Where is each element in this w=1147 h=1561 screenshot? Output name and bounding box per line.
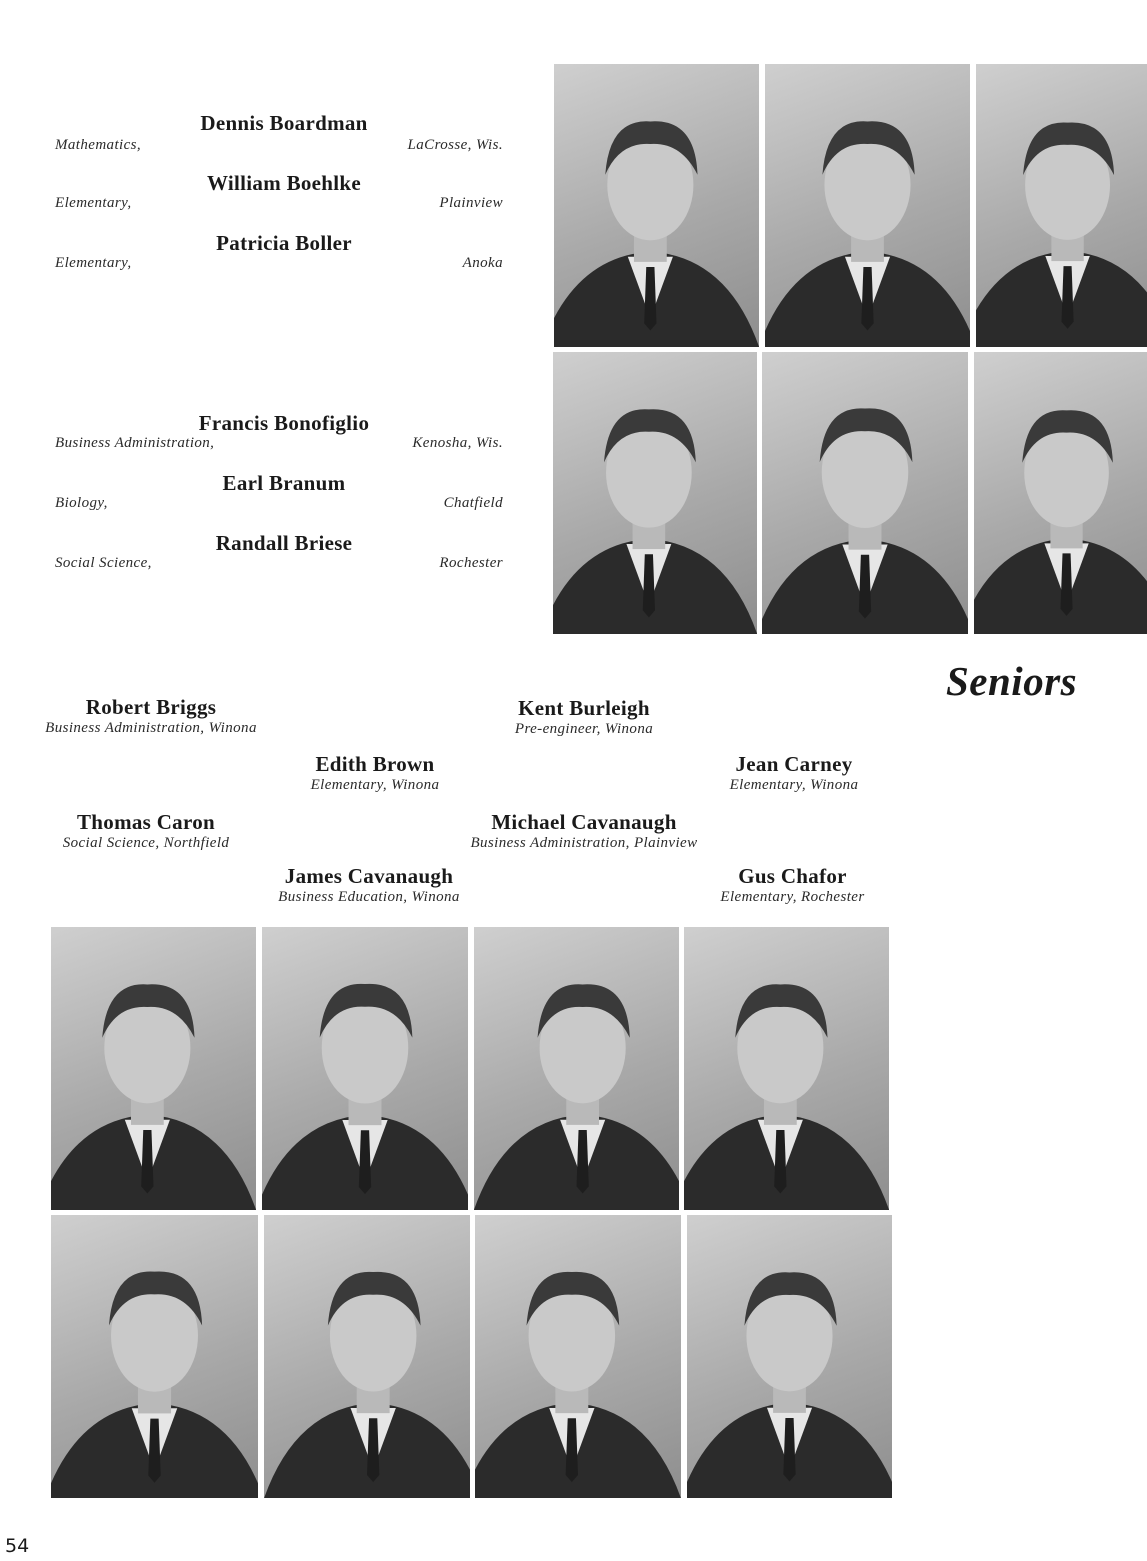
section-heading: Seniors xyxy=(946,658,1078,704)
student-name: Gus Chafor xyxy=(738,864,847,888)
portrait-photo xyxy=(974,352,1147,634)
portrait-silhouette xyxy=(262,927,468,1210)
portrait-silhouette xyxy=(976,64,1147,347)
student-name: Thomas Caron xyxy=(77,810,215,834)
portrait-photo xyxy=(687,1215,892,1498)
student-name: Randall Briese xyxy=(215,531,353,555)
portrait-photo xyxy=(684,927,889,1210)
student-name: James Cavanaugh xyxy=(284,864,454,888)
student-info: Elementary, Winona xyxy=(310,777,440,793)
student-entry xyxy=(479,696,689,738)
student-major: Elementary, xyxy=(55,195,132,211)
student-hometown: Rochester xyxy=(439,555,503,571)
portrait-silhouette xyxy=(762,352,968,634)
student-major: Business Administration, xyxy=(55,435,215,451)
student-hometown: Plainview xyxy=(439,195,503,211)
student-entry xyxy=(700,752,888,794)
student-info: Business Administration, Winona xyxy=(45,720,257,736)
student-major: Social Science, xyxy=(55,555,152,571)
student-name: Jean Carney xyxy=(735,752,853,776)
student-hometown: Chatfield xyxy=(443,495,503,511)
student-info: Business Education, Winona xyxy=(278,889,460,905)
student-name: William Boehlke xyxy=(206,171,362,195)
portrait-silhouette xyxy=(51,927,256,1210)
student-major: Biology, xyxy=(55,495,108,511)
student-entry xyxy=(40,810,252,852)
student-entry xyxy=(258,864,480,906)
portrait-photo xyxy=(262,927,468,1210)
portrait-silhouette xyxy=(687,1215,892,1498)
student-info: Business Administration, Plainview xyxy=(470,835,698,851)
portrait-photo xyxy=(51,927,256,1210)
student-name: Patricia Boller xyxy=(216,231,352,255)
portrait-photo xyxy=(51,1215,258,1498)
student-info: Pre-engineer, Winona xyxy=(514,721,654,737)
student-entry xyxy=(270,752,480,794)
student-hometown: LaCrosse, Wis. xyxy=(407,137,503,153)
student-entry xyxy=(40,695,262,737)
portrait-photo xyxy=(976,64,1147,347)
portrait-silhouette xyxy=(264,1215,470,1498)
portrait-photo xyxy=(762,352,968,634)
student-entry xyxy=(700,864,885,906)
student-entry xyxy=(445,810,723,852)
portrait-silhouette xyxy=(974,352,1147,634)
portrait-photo xyxy=(475,1215,681,1498)
student-name: Francis Bonofiglio xyxy=(198,411,370,435)
portrait-silhouette xyxy=(554,64,759,347)
student-name: Edith Brown xyxy=(315,752,435,776)
portrait-photo xyxy=(553,352,757,634)
portrait-photo xyxy=(554,64,759,347)
portrait-silhouette xyxy=(684,927,889,1210)
student-name: Earl Branum xyxy=(222,471,346,495)
portrait-silhouette xyxy=(765,64,970,347)
portrait-silhouette xyxy=(475,1215,681,1498)
portrait-silhouette xyxy=(474,927,679,1210)
portrait-silhouette xyxy=(51,1215,258,1498)
student-name: Robert Briggs xyxy=(85,695,217,719)
page-number: 54 xyxy=(5,1535,30,1557)
student-major: Mathematics, xyxy=(55,137,142,153)
student-major: Elementary, xyxy=(55,255,132,271)
student-name: Kent Burleigh xyxy=(518,696,650,720)
student-info: Elementary, Winona xyxy=(729,777,859,793)
student-name: Dennis Boardman xyxy=(200,111,368,135)
student-hometown: Kenosha, Wis. xyxy=(412,435,503,451)
portrait-photo xyxy=(264,1215,470,1498)
portrait-photo xyxy=(474,927,679,1210)
student-hometown: Anoka xyxy=(462,255,503,271)
student-info: Elementary, Rochester xyxy=(720,889,865,905)
student-info: Social Science, Northfield xyxy=(62,835,230,851)
portrait-silhouette xyxy=(553,352,757,634)
student-name: Michael Cavanaugh xyxy=(491,810,677,834)
portrait-photo xyxy=(765,64,970,347)
